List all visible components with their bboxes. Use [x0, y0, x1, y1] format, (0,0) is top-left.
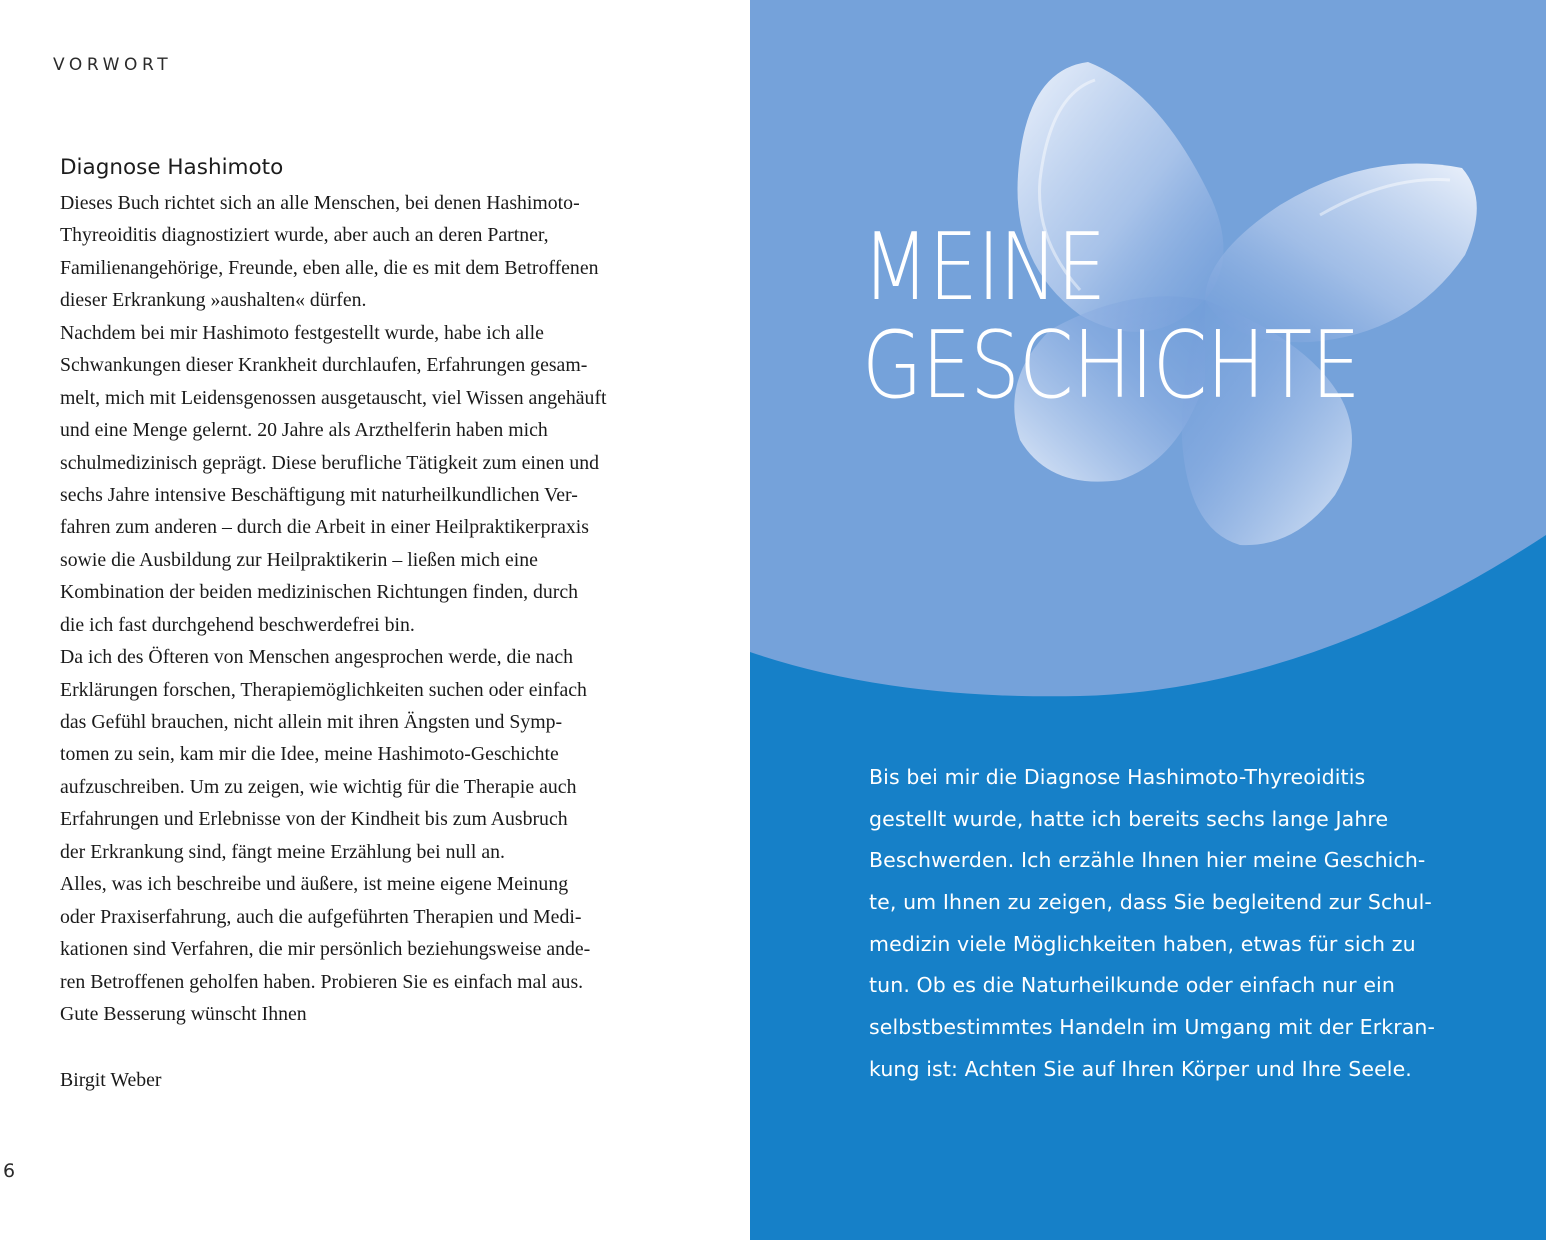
body-line: aufzuschreiben. Um zu zeigen, wie wichtig für die Therapie auch	[60, 775, 577, 798]
body-line: sowie die Ausbildung zur Heilpraktikerin – ließen mich eine	[60, 548, 538, 571]
body-line: schulmedizinisch geprägt. Diese berufliche Tätigkeit zum einen und	[60, 451, 600, 474]
left-page	[0, 0, 750, 1240]
body-line: dieser Erkrankung »aushalten« dürfen.	[60, 289, 367, 312]
body-line: die ich fast durchgehend beschwerdefrei bin.	[60, 613, 415, 636]
body-line: tomen zu sein, kam mir die Idee, meine Hashimoto-Geschichte	[60, 743, 559, 766]
body-line: ren Betroffenen geholfen haben. Probieren Sie es einfach mal aus.	[60, 970, 584, 993]
body-line: sechs Jahre intensive Beschäftigung mit naturheilkundlichen Ver-	[60, 483, 578, 506]
body-line: Schwankungen dieser Krankheit durchlaufen, Erfahrungen gesam-	[60, 354, 588, 377]
intro-line: medizin viele Möglichkeiten haben, etwas für sich zu	[869, 931, 1416, 956]
chapter-title-line: GESCHICHTE	[862, 311, 1360, 419]
body-line: Dieses Buch richtet sich an alle Menschen, bei denen Hashimoto-	[60, 192, 580, 214]
author-signature: Birgit Weber	[60, 1069, 162, 1091]
body-line: Erfahrungen und Erlebnisse von der Kindheit bis zum Ausbruch	[60, 808, 568, 831]
foreword-body	[60, 187, 750, 1030]
body-line: fahren zum anderen – durch die Arbeit in einer Heilpraktikerpraxis	[60, 516, 589, 539]
intro-line: Bis bei mir die Diagnose Hashimoto-Thyreoiditis	[869, 765, 1366, 789]
running-head: VORWORT	[53, 55, 173, 75]
body-line: Kombination der beiden medizinischen Richtungen finden, durch	[60, 581, 579, 604]
intro-line: te, um Ihnen zu zeigen, dass Sie begleitend zur Schul-	[869, 890, 1432, 915]
body-line: Alles, was ich beschreibe und äußere, ist meine eigene Meinung	[60, 873, 569, 896]
chapter-intro	[869, 757, 1539, 1091]
intro-line: kung ist: Achten Sie auf Ihren Körper und Ihre Seele.	[869, 1056, 1412, 1081]
body-line: Gute Besserung wünscht Ihnen	[60, 1002, 307, 1025]
body-line: Da ich des Öfteren von Menschen angesprochen werde, die nach	[60, 646, 574, 669]
body-line: der Erkrankung sind, fängt meine Erzählung bei null an.	[60, 840, 505, 863]
intro-line: Beschwerden. Ich erzähle Ihnen hier meine Geschich-	[869, 848, 1426, 873]
body-line: kationen sind Verfahren, die mir persönlich beziehungsweise ande-	[60, 938, 591, 961]
body-line: Nachdem bei mir Hashimoto festgestellt wurde, habe ich alle	[60, 321, 544, 344]
body-line: Erklärungen forschen, Therapiemöglichkeiten suchen oder einfach	[60, 678, 587, 701]
body-line: Thyreoiditis diagnostiziert wurde, aber auch an deren Partner,	[60, 224, 549, 247]
intro-line: selbstbestimmtes Handeln im Umgang mit der Erkran-	[869, 1015, 1436, 1040]
chapter-title-line: MEINE	[862, 213, 1106, 321]
page-number: 6	[3, 1160, 16, 1182]
body-line: und eine Menge gelernt. 20 Jahre als Arzthelferin haben mich	[60, 419, 548, 442]
body-line: oder Praxiserfahrung, auch die aufgeführten Therapien und Medi-	[60, 905, 582, 928]
body-line: Familienangehörige, Freunde, eben alle, die es mit dem Betroffenen	[60, 256, 599, 279]
intro-line: gestellt wurde, hatte ich bereits sechs lange Jahre	[869, 806, 1389, 831]
body-line: das Gefühl brauchen, nicht allein mit ihren Ängsten und Symp-	[60, 711, 563, 733]
intro-line: tun. Ob es die Naturheilkunde oder einfach nur ein	[869, 973, 1395, 998]
section-heading: Diagnose Hashimoto	[60, 155, 284, 180]
body-line: melt, mich mit Leidensgenossen ausgetauscht, viel Wissen angehäuft	[60, 386, 607, 409]
chapter-title	[862, 213, 1360, 419]
